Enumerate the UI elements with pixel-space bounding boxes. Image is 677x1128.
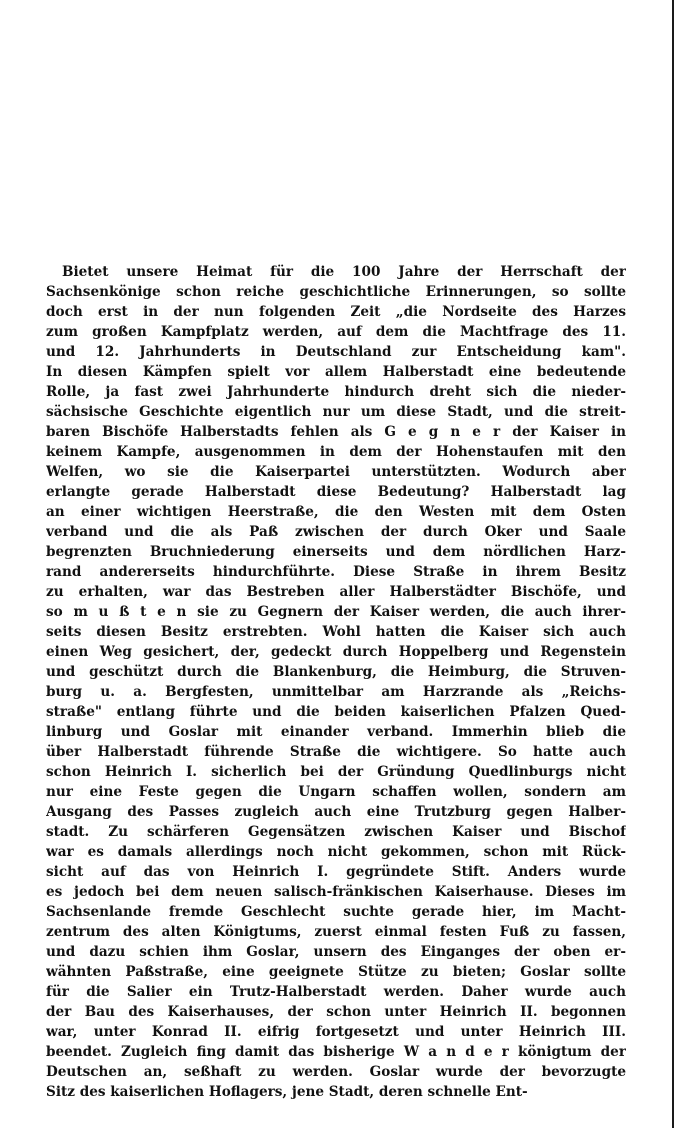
text-line: Ausgang des Passes zugleich auch eine Trutzburg gegen Halber- — [46, 804, 626, 820]
text-line: Welfen, wo sie die Kaiserpartei unterstützten. Wodurch aber — [46, 464, 626, 480]
text-line: es jedoch bei dem neuen salisch-fränkischen Kaiserhause. Dieses im — [46, 884, 626, 900]
text-line: der Bau des Kaiserhauses, der schon unter Heinrich II. begonnen — [46, 1004, 626, 1020]
text-line: In diesen Kämpfen spielt vor allem Halberstadt eine bedeutende — [46, 364, 626, 380]
text-line: seits diesen Besitz erstrebten. Wohl hatten die Kaiser sich auch — [46, 624, 626, 640]
text-line: so m u ß t e n sie zu Gegnern der Kaiser werden, die auch ihrer- — [46, 604, 626, 620]
text-line: burg u. a. Bergfesten, unmittelbar am Harzrande als „Reichs- — [46, 684, 626, 700]
text-line: Bietet unsere Heimat für die 100 Jahre der Herrschaft der — [62, 264, 626, 280]
text-line: erlangte gerade Halberstadt diese Bedeutung? Halberstadt lag — [46, 484, 626, 500]
text-line: und geschützt durch die Blankenburg, die Heimburg, die Struven- — [46, 664, 626, 680]
text-line: keinem Kampfe, ausgenommen in dem der Hohenstaufen mit den — [46, 444, 626, 460]
text-line: war es damals allerdings noch nicht gekommen, schon mit Rück- — [46, 844, 626, 860]
text-line: zentrum des alten Königtums, zuerst einmal festen Fuß zu fassen, — [46, 924, 626, 940]
text-line: doch erst in der nun folgenden Zeit „die Nordseite des Harzes — [46, 304, 626, 320]
body-text — [46, 262, 626, 1102]
text-line: begrenzten Bruchniederung einerseits und dem nördlichen Harz- — [46, 544, 626, 560]
text-line: Deutschen an, seßhaft zu werden. Goslar wurde der bevorzugte — [46, 1064, 626, 1080]
text-line: schon Heinrich I. sicherlich bei der Gründung Quedlinburgs nicht — [46, 764, 626, 780]
text-line: zu erhalten, war das Bestreben aller Halberstädter Bischöfe, und — [46, 584, 626, 600]
text-line: straße" entlang führte und die beiden kaiserlichen Pfalzen Qued- — [46, 704, 626, 720]
text-line: Sachsenkönige schon reiche geschichtliche Erinnerungen, so sollte — [46, 284, 626, 300]
page-edge-line — [672, 0, 674, 1128]
text-line: wähnten Paßstraße, eine geeignete Stütze zu bieten; Goslar sollte — [46, 964, 626, 980]
text-line: linburg und Goslar mit einander verband. Immerhin blieb die — [46, 724, 626, 740]
text-line: verband und die als Paß zwischen der durch Oker und Saale — [46, 524, 626, 540]
text-line: für die Salier ein Trutz-Halberstadt werden. Daher wurde auch — [46, 984, 626, 1000]
text-line: über Halberstadt führende Straße die wichtigere. So hatte auch — [46, 744, 626, 760]
text-line: beendet. Zugleich fing damit das bisherige W a n d e r königtum der — [46, 1044, 626, 1060]
text-line: Sitz des kaiserlichen Hoflagers, jene Stadt, deren schnelle Ent- — [46, 1084, 528, 1100]
text-line: war, unter Konrad II. eifrig fortgesetzt und unter Heinrich III. — [46, 1024, 626, 1040]
text-line: rand andererseits hindurchführte. Diese Straße in ihrem Besitz — [46, 564, 626, 580]
text-line: und dazu schien ihm Goslar, unsern des Einganges der oben er- — [46, 944, 626, 960]
text-line: stadt. Zu schärferen Gegensätzen zwischen Kaiser und Bischof — [46, 824, 626, 840]
text-line: baren Bischöfe Halberstadts fehlen als G e g n e r der Kaiser in — [46, 424, 626, 440]
text-line: Sachsenlande fremde Geschlecht suchte gerade hier, im Macht- — [46, 904, 626, 920]
text-line: an einer wichtigen Heerstraße, die den Westen mit dem Osten — [46, 504, 626, 520]
text-line: sächsische Geschichte eigentlich nur um diese Stadt, und die streit- — [46, 404, 626, 420]
text-line: Rolle, ja fast zwei Jahrhunderte hindurch dreht sich die nieder- — [46, 384, 626, 400]
text-line: zum großen Kampfplatz werden, auf dem die Machtfrage des 11. — [46, 324, 626, 340]
text-line: und 12. Jahrhunderts in Deutschland zur Entscheidung kam". — [46, 344, 626, 360]
text-line: einen Weg gesichert, der, gedeckt durch Hoppelberg und Regenstein — [46, 644, 626, 660]
text-line: nur eine Feste gegen die Ungarn schaffen wollen, sondern am — [46, 784, 626, 800]
text-line: sicht auf das von Heinrich I. gegründete Stift. Anders wurde — [46, 864, 626, 880]
